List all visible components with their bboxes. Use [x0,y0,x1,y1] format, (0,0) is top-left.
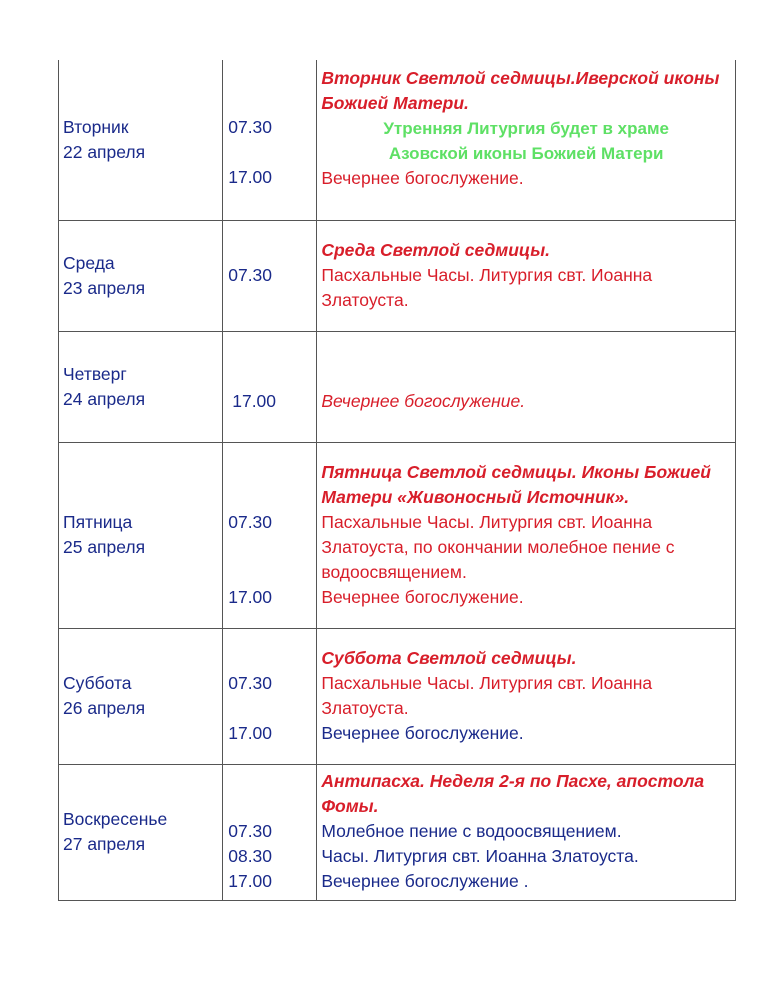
day-date: 27 апреля [63,834,146,854]
day-date: 25 апреля [63,537,146,557]
day-date: 26 апреля [63,698,146,718]
schedule-row-saturday [59,628,736,764]
time-value: 07.30 [228,512,273,532]
time-cell [223,628,317,764]
schedule-row-tuesday [59,60,736,220]
description-cell [317,331,736,442]
schedule-row-wednesday [59,220,736,331]
feast-title: Пятница Светлой седмицы. Иконы Божией Матери «Живоносный Источник». [321,462,711,507]
day-cell [59,628,223,764]
time-cell [223,60,317,220]
time-value: 17.00 [228,870,273,891]
time-value: 08.30 [228,845,273,866]
location-note: Утренняя Литургия будет в храме [383,119,669,138]
description-cell [317,764,736,900]
description-cell [317,628,736,764]
feast-title: Среда Светлой седмицы. [321,240,551,260]
schedule-row-friday [59,442,736,628]
feast-title: Вторник Светлой седмицы.Иверской иконы Божией Матери. [321,68,720,113]
schedule-table [58,60,736,901]
day-name: Четверг [63,363,127,384]
day-date: 24 апреля [63,388,146,409]
schedule-row-thursday [59,331,736,442]
time-value: 17.00 [228,587,273,607]
time-value: 17.00 [228,166,273,187]
service-text: Молебное пение с водоосвящением. [321,820,622,841]
day-cell [59,331,223,442]
feast-title: Суббота Светлой седмицы. [321,648,577,668]
day-name: Среда [63,252,115,273]
day-name: Пятница [63,512,133,532]
day-date: 22 апреля [63,141,146,162]
time-value: 17.00 [228,723,273,743]
day-cell [59,764,223,900]
time-value: 07.30 [228,116,273,137]
time-value: 07.30 [228,265,273,285]
service-text: Часы. Литургия свт. Иоанна Златоуста. [321,845,639,866]
feast-title: Антипасха. Неделя 2-я по Пасхе, апостола Фомы. [321,770,705,816]
time-cell [223,442,317,628]
service-text: Пасхальные Часы. Литургия свт. Иоанна Златоуста. [321,265,653,310]
description-cell [317,442,736,628]
time-value: 07.30 [228,820,273,841]
service-text: Пасхальные Часы. Литургия свт. Иоанна Златоуста. [321,673,653,718]
description-cell [317,220,736,331]
service-text: Вечернее богослужение. [321,587,524,607]
description-cell [317,60,736,220]
service-text: Вечернее богослужение. [321,390,526,411]
time-value: 17.00 [232,390,277,411]
time-cell [223,764,317,900]
time-value: 07.30 [228,673,273,693]
location-note: Азовской иконы Божией Матери [388,144,664,163]
day-cell [59,220,223,331]
day-cell [59,60,223,220]
day-name: Суббота [63,673,132,693]
day-date: 23 апреля [63,277,146,298]
day-name: Вторник [63,116,129,137]
service-text: Вечернее богослужение. [321,723,524,743]
time-cell [223,220,317,331]
day-name: Воскресенье [63,809,168,829]
service-text: Пасхальные Часы. Литургия свт. Иоанна Златоуста, по окончании молебное пение с водоосвящением. [321,512,675,582]
day-cell [59,442,223,628]
service-text: Вечернее богослужение. [321,168,524,188]
service-text: Вечернее богослужение . [321,870,529,891]
schedule-row-sunday [59,764,736,900]
time-cell [223,331,317,442]
